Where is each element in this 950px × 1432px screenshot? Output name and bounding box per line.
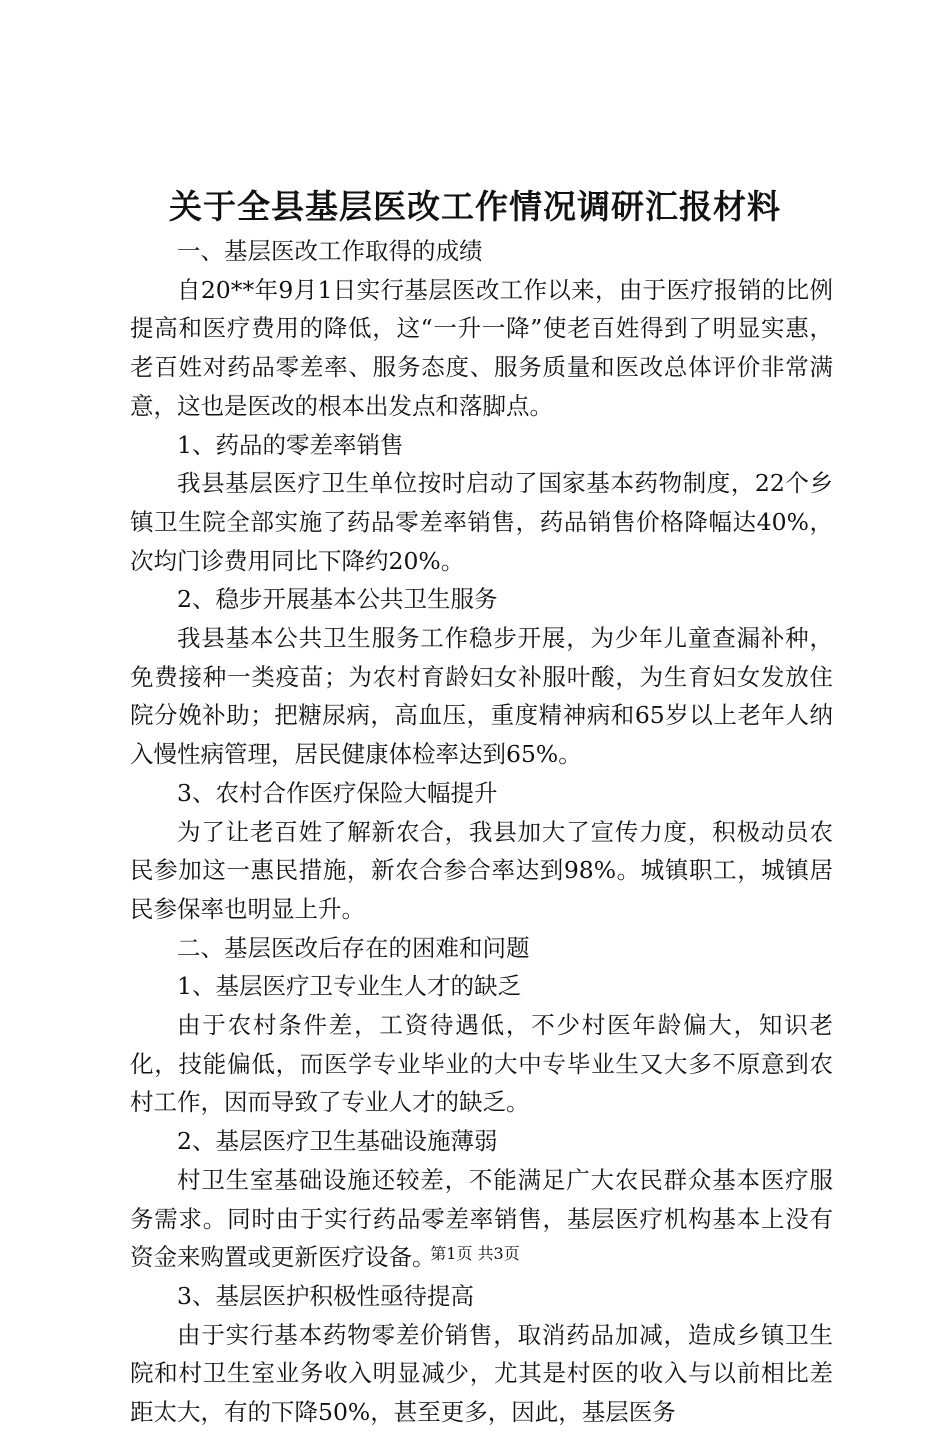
subsection-heading: 1、药品的零差率销售 — [177, 430, 404, 459]
subsection-heading: 2、稳步开展基本公共卫生服务 — [177, 585, 498, 614]
page-number-footer: 第1页 共3页 — [430, 1244, 520, 1263]
body-paragraph: 我县基本公共卫生服务工作稳步开展，为少年儿童查漏补种，免费接种一类疫苗；为农村育龄妇女补服叶酸，为生育妇女发放住院分娩补助；把糖尿病，高血压，重度精神病和65岁以上老年人纳入慢性病管理，居民健康体检率达到65%。 — [130, 624, 833, 769]
body-paragraph: 由于实行基本药物零差价销售，取消药品加减，造成乡镇卫生院和村卫生室业务收入明显减少，尤其是村医的收入与以前相比差距太大，有的下降50%，甚至更多，因此，基层医务 — [130, 1320, 833, 1427]
subsection-heading: 1、基层医疗卫专业生人才的缺乏 — [177, 972, 521, 1001]
body-paragraph: 由于农村条件差，工资待遇低，不少村医年龄偏大，知识老化，技能偏低，而医学专业毕业的大中专毕业生又大多不原意到农村工作，因而导致了专业人才的缺乏。 — [130, 1011, 833, 1117]
document-title: 关于全县基层医改工作情况调研汇报材料 — [169, 187, 781, 226]
body-paragraph: 自20**年9月1日实行基层医改工作以来，由于医疗报销的比例提高和医疗费用的降低，这“一升一降”使老百姓得到了明显实惠，老百姓对药品零差率、服务态度、服务质量和医改总体评价非常满意，这也是医改的根本出发点和落脚点。 — [130, 275, 833, 420]
subsection-heading: 3、基层医护积极性亟待提高 — [177, 1281, 474, 1310]
section-heading: 二、基层医改后存在的困难和问题 — [177, 933, 530, 962]
body-paragraph: 村卫生室基础设施还较差，不能满足广大农民群众基本医疗服务需求。同时由于实行药品零差率销售，基层医疗机构基本上没有资金来购置或更新医疗设备。 — [130, 1165, 833, 1272]
subsection-heading: 3、农村合作医疗保险大幅提升 — [177, 778, 498, 807]
body-paragraph: 为了让老百姓了解新农合，我县加大了宣传力度，积极动员农民参加这一惠民措施，新农合参合率达到98%。城镇职工，城镇居民参保率也明显上升。 — [130, 817, 833, 923]
body-paragraph: 我县基层医疗卫生单位按时启动了国家基本药物制度，22个乡镇卫生院全部实施了药品零差率销售，药品销售价格降幅达40%，次均门诊费用同比下降约20%。 — [130, 469, 833, 575]
section-heading: 一、基层医改工作取得的成绩 — [177, 237, 483, 265]
subsection-heading: 2、基层医疗卫生基础设施薄弱 — [177, 1127, 498, 1156]
